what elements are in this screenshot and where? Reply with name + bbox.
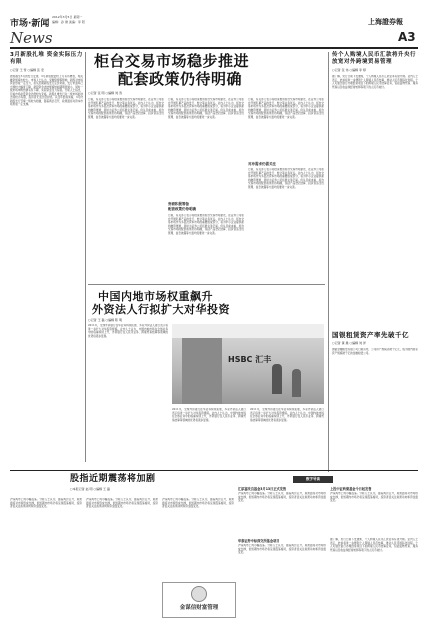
main-subhead-3: 对冲需求仍需关注 [248,162,276,166]
main-story-byline: ○记者 张 明 ○编辑 刘 涛 [88,91,123,95]
masthead [0,0,428,50]
right-divider [328,52,329,472]
bottom-col-3: 沪深两市上周小幅震荡。分析人士认为，随着两会召开，政策面将对市场形成支撑，但短期内市场仍将呈现震荡格局，投资者需关注政策动向和资金面变化。 [162,498,234,508]
bottom-byline: ○本报记者 赵 明 ○编辑 王 磊 [70,487,111,491]
right-story-byline: ○记者 张 伟 ○编辑 李 婷 [332,68,367,72]
left-story-body: 按照截至3月的发行安排，3月新股数量较上月有所增加，相关融资规模也较大。市场人士认为，受融资规模影响，新股对市场资金形成一定压力，但从近期新股发行定价来看，发行市盈率已出现较大幅度下降，新股资金冻结规模较前期明显缩小，同时一级市场申购热情有所下降，实际资金压力有限。分析人士指出，目前市场存量资金仍然较为充裕，新股扎堆发行对二级市场的冲击将较为有限，投资者无需过度担忧。从往年经验来看，3月份新股发行节奏一般较为稳健，随着两会召开，政策面将对资本市场形成一定支撑。 [10,75,83,106]
main-story-col-1: 日前，有关部门表示将稳步推进柜台交易市场建设，在证券公司柜台开展私募产品的发行、转让等业务试点。业内人士认为，柜台交易市场作为多层次资本市场的重要组成部分，将为中小企业提供新的融资渠道，同时为证券公司拓展业务空间。但从目前来看，柜台交易市场的配套政策仍待明确，包括产品登记结算、投资者适当性管理、信息披露等方面均需要进一步完善。 [88,98,164,119]
guide-item-1-title: 汇添富改良基金3月13日正式发售 [238,487,287,491]
right-story-headline-2: 国银租赁资产率先破千亿 [332,331,409,339]
ad-box [162,582,236,618]
main-story-col-2b: 日前，有关部门表示将稳步推进柜台交易市场建设，在证券公司柜台开展私募产品的发行、转让等业务试点。业内人士认为，柜台交易市场作为多层次资本市场的重要组成部分，将为中小企业提供新的融资渠道，同时为证券公司拓展业务空间。但从目前来看，柜台交易市场的配套政策仍待明确，包括产品登记结算、投资者适当性管理、信息披露等方面均需要进一步完善。 [168,214,244,235]
bottom-rule [10,470,418,471]
photo-story-col-3: 2011年，全球外资银行在华业务持续拓展，多家外资法人银行表示将进一步扩大对华投资规模。业内人士认为，中国内地市场在全球业务中的权重持续上升，外资银行在人民币业务、跨境贸易结算等领域的优势将逐步显现。 [250,408,324,422]
masthead-rule [10,47,418,49]
guide-item-4-body: 据了解，央行日前下发通知，个人购境人民币汇款业务有望开闸。业内人士表示，此举将进一步便利个人跨境人民币结算，推动人民币国际化进程。个人可通过银行办理经常项目下的跨境人民币结算业务，包括货物贸易、服务贸易以及收益和经常转移等项下的人民币收付。 [330,538,418,552]
bottom-story [10,474,235,619]
main-headline-1: 柜台交易市场稳步推进 [94,52,250,70]
guide-item-2-body: 沪深两市上周小幅震荡。分析人士认为，随着两会召开，政策面将对市场形成支撑，但短期内市场仍将呈现震荡格局，投资者需关注政策动向和资金面变化。 [330,492,418,502]
photo-story-body: 2011年，全球外资银行在华业务持续拓展，多家外资法人银行表示将进一步扩大对华投资规模。业内人士认为，中国内地市场在全球业务中的权重持续上升，外资银行在人民币业务、跨境贸易结算等领域的优势将逐步显现。 [88,324,168,338]
digital-guide-label: 数字导读 [293,476,333,483]
editor-line: 编辑：孙 健 美编：李 阳 [52,20,85,24]
main-story-col-2: 日前，有关部门表示将稳步推进柜台交易市场建设，在证券公司柜台开展私募产品的发行、转让等业务试点。业内人士认为，柜台交易市场作为多层次资本市场的重要组成部分，将为中小企业提供新的融资渠道，同时为证券公司拓展业务空间。但从目前来看，柜台交易市场的配套政策仍待明确，包括产品登记结算、投资者适当性管理、信息披露等方面均需要进一步完善。 [168,98,244,119]
main-story [88,52,325,282]
guide-item-3-title: 华泰证券中标深交所基金项目 [238,539,280,543]
main-headline-2: 配套政策仍待明确 [118,70,243,88]
bottom-col-1: 沪深两市上周小幅震荡。分析人士认为，随着两会召开，政策面将对市场形成支撑，但短期内市场仍将呈现震荡格局，投资者需关注政策动向和资金面变化。 [10,498,82,508]
main-story-col-3: 日前，有关部门表示将稳步推进柜台交易市场建设，在证券公司柜台开展私募产品的发行、转让等业务试点。业内人士认为，柜台交易市场作为多层次资本市场的重要组成部分，将为中小企业提供新的融资渠道，同时为证券公司拓展业务空间。但从目前来看，柜台交易市场的配套政策仍待明确，包括产品登记结算、投资者适当性管理、信息披露等方面均需要进一步完善。 [248,98,324,119]
bank-photo [172,324,324,404]
main-subhead-2: 配套政策仍待明确 [168,207,196,211]
photo-headline-1: 中国内地市场权重飙升 [98,290,213,303]
section-title-en: News [10,29,53,47]
guide-item-2-title: 上投中证转债基金今日起发售 [330,487,372,491]
photo-story [88,290,325,470]
right-story-headline: 传个人购境人民币汇款将升央行放宽对外跨境贸易管理 [332,52,417,65]
digital-guide-box [238,476,418,619]
paper-name: 上海證券報 [368,17,403,26]
main-divider [88,284,325,285]
bottom-col-2: 沪深两市上周小幅震荡。分析人士认为，随着两会召开，政策面将对市场形成支撑，但短期内市场仍将呈现震荡格局，投资者需关注政策动向和资金面变化。 [86,498,158,508]
right-story-byline-2: ○记者 黄 晨 ○编辑 刘 洋 [332,341,367,345]
left-story [10,52,83,462]
photo-story-col-2: 2011年，全球外资银行在华业务持续拓展，多家外资法人银行表示将进一步扩大对华投资规模。业内人士认为，中国内地市场在全球业务中的权重持续上升，外资银行在人民币业务、跨境贸易结算等领域的优势将逐步显现。 [172,408,246,422]
page-number: A3 [398,30,416,44]
right-story [332,52,418,472]
column-divider [85,52,86,462]
section-title: 市场·新闻 [10,19,50,29]
ad-logo-icon [191,586,207,602]
right-story-body-2: 国银金融租赁有限公司日前宣布，公司资产规模突破千亿元，成为国内首家资产规模破千亿的金融租赁公司。 [332,348,418,355]
right-story-body: 据了解，央行日前下发通知，个人购境人民币汇款业务有望开闸。业内人士表示，此举将进一步便利个人跨境人民币结算，推动人民币国际化进程。个人可通过银行办理经常项目下的跨境人民币结算业务，包括货物贸易、服务贸易以及收益和经常转移等项下的人民币收付。 [332,75,418,89]
bottom-headline: 股指近期震荡将加剧 [70,474,156,484]
left-story-headline: 3月新股扎堆 资金实际压力有限 [10,52,83,65]
guide-item-3-body: 沪深两市上周小幅震荡。分析人士认为，随着两会召开，政策面将对市场形成支撑，但短期内市场仍将呈现震荡格局，投资者需关注政策动向和资金面变化。 [238,544,326,554]
ad-label: 金谋信财富管理 [179,605,219,611]
bank-sign: HSBC 汇丰 [228,355,272,364]
photo-story-byline: ○记者 王 磊 ○编辑 陈 明 [88,318,123,322]
date-line: 2012年3月5日 星期一 [52,15,83,19]
guide-item-1-body: 沪深两市上周小幅震荡。分析人士认为，随着两会召开，政策面将对市场形成支撑，但短期内市场仍将呈现震荡格局，投资者需关注政策动向和资金面变化。 [238,492,326,502]
main-subhead-1: 券商积极筹备 [168,202,189,206]
left-story-byline: ○记者 王 雪 ○编辑 张 宏 [10,68,45,72]
photo-headline-2: 外资法人行拟扩大对华投资 [92,303,230,316]
main-story-col-3b: 日前，有关部门表示将稳步推进柜台交易市场建设，在证券公司柜台开展私募产品的发行、转让等业务试点。业内人士认为，柜台交易市场作为多层次资本市场的重要组成部分，将为中小企业提供新的融资渠道，同时为证券公司拓展业务空间。但从目前来看，柜台交易市场的配套政策仍待明确，包括产品登记结算、投资者适当性管理、信息披露等方面均需要进一步完善。 [248,168,324,189]
